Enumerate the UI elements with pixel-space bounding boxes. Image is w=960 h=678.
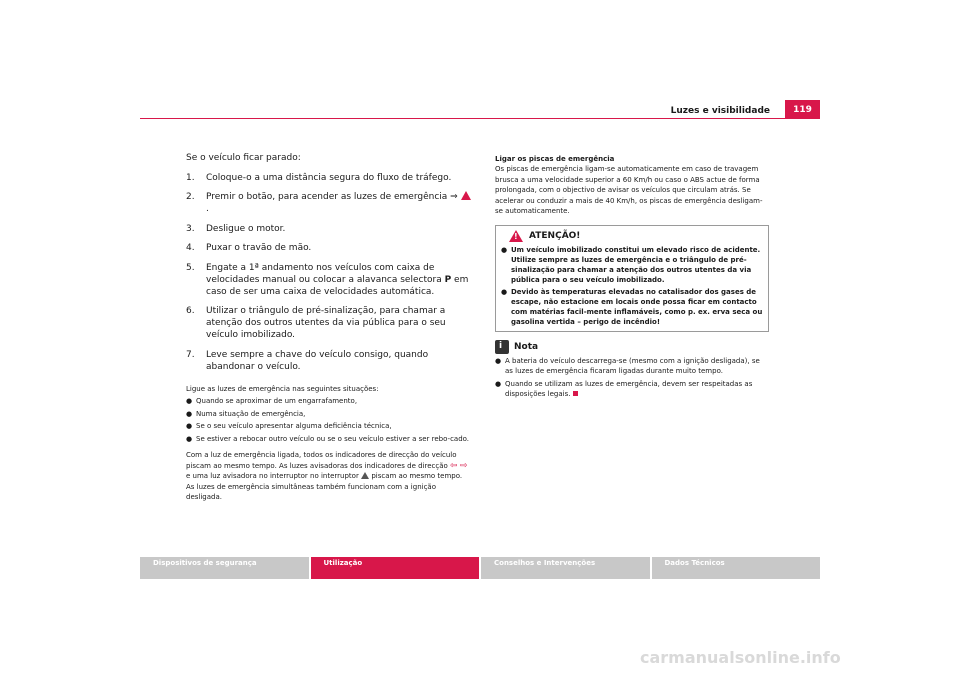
warning-triangle-icon xyxy=(461,191,471,200)
arrow-right-icon: ⇨ xyxy=(459,460,468,471)
tab-dados-tecnicos[interactable]: Dados Técnicos xyxy=(652,557,821,579)
list-item: ● Se o seu veículo apresentar alguma deficiência técnica, xyxy=(186,422,392,430)
step-item: 2. Premir o botão, para acender as luzes de emergência ⇒ . xyxy=(186,191,471,215)
section-text: Os piscas de emergência ligam-se automaticamente em caso de travagem brusca a uma velocidade superior a 60 Km/h ou caso o ABS actue de forma prolongada, com o objectivo de avisar os veículos que circulam atrás. Se acelerar ou conduzir a mais de 40 Km/h, os piscas de emergência desligam-se automaticamente. xyxy=(495,165,763,215)
arrow-left-icon: ⇦ xyxy=(450,460,458,471)
end-of-section-icon xyxy=(573,391,578,396)
step-item: 6. Utilizar o triângulo de pré-sinalização, para chamar a atenção dos outros utentes da via pública para o seu veículo imobilizado. xyxy=(186,306,446,340)
step-item: 4. Puxar o travão de mão. xyxy=(186,243,312,253)
page-number: 119 xyxy=(785,100,820,118)
list-item: ● Um veículo imobilizado constitui um elevado risco de acidente. Utilize sempre as luzes de emergência e o triângulo de pré-sinalização para chamar a atenção dos outros utentes da via pública para o seu veículo imobilizado. xyxy=(501,245,761,284)
left-column xyxy=(186,152,471,503)
note-icon: i xyxy=(495,340,509,354)
header-rule xyxy=(140,118,820,119)
step-item: 5. Engate a 1ª andamento nos veículos com caixa de velocidades manual ou colocar a alavanca selectora P em caso de ser uma caixa de velocidades automática. xyxy=(186,262,469,297)
section-title: Ligar os piscas de emergência xyxy=(495,155,615,163)
list-item: ● Quando se aproximar de um engarrafamento, xyxy=(186,397,358,405)
tab-dispositivos-de-seguranca[interactable]: Dispositivos de segurança xyxy=(140,557,309,579)
note-header xyxy=(495,340,769,354)
list-item: ● Devido às temperaturas elevadas no catalisador dos gases de escape, não estacione em locais onde possa ficar em contacto com matérias facil-mente inflamáveis, como p. ex. erva seca ou gasolina vertida – perigo de incêndio! xyxy=(501,287,763,326)
warning-triangle-icon xyxy=(361,472,369,479)
list-item: ● A bateria do veículo descarrega-se (mesmo com a ignição desligada), se as luzes de emergência ficaram ligadas durante muito tempo. xyxy=(495,356,760,375)
intro-text: Se o veículo ficar parado: xyxy=(186,153,301,163)
right-column xyxy=(495,154,769,400)
note-list xyxy=(495,356,769,400)
note-title: Nota xyxy=(514,341,539,352)
list-item: ● Quando se utilizam as luzes de emergência, devem ser respeitadas as disposições legais. xyxy=(495,379,753,398)
list-item: ● Se estiver a rebocar outro veículo ou se o seu veículo estiver a ser rebo-cado. xyxy=(186,434,470,443)
tab-utilizacao[interactable]: Utilização xyxy=(311,557,480,579)
steps-list xyxy=(186,172,471,373)
list-item: ● Numa situação de emergência, xyxy=(186,409,306,418)
step-item: 1. Coloque-o a uma distância segura do fluxo de tráfego. xyxy=(186,172,452,183)
warning-list xyxy=(501,245,763,327)
footer-nav xyxy=(140,557,820,579)
running-header-title: Luzes e visibilidade xyxy=(670,106,770,116)
warning-triangle-icon: ! xyxy=(509,230,523,242)
warning-header xyxy=(501,230,763,242)
situations-list xyxy=(186,396,471,444)
watermark: carmanualsonline.info xyxy=(640,648,841,667)
warning-title: ATENÇÃO! xyxy=(529,230,581,241)
situations-intro: Ligue as luzes de emergência nas seguintes situações: xyxy=(186,384,379,393)
tab-conselhos-e-intervencoes[interactable]: Conselhos e Intervenções xyxy=(481,557,650,579)
step-item: 3. Desligue o motor. xyxy=(186,223,286,234)
closing-paragraph: Com a luz de emergência ligada, todos os indicadores de direcção do veículo piscam ao mesmo tempo. As luzes avisadoras dos indicadores de direcção ⇦ ⇨ e uma luz avisadora no interruptor no interruptor piscam ao mesmo tempo. As luzes de emergência simultâneas também funcionam com a ignição desligada. xyxy=(186,451,468,501)
step-item: 7. Leve sempre a chave do veículo consigo, quando abandonar o veículo. xyxy=(186,349,429,372)
warning-box xyxy=(495,225,769,332)
